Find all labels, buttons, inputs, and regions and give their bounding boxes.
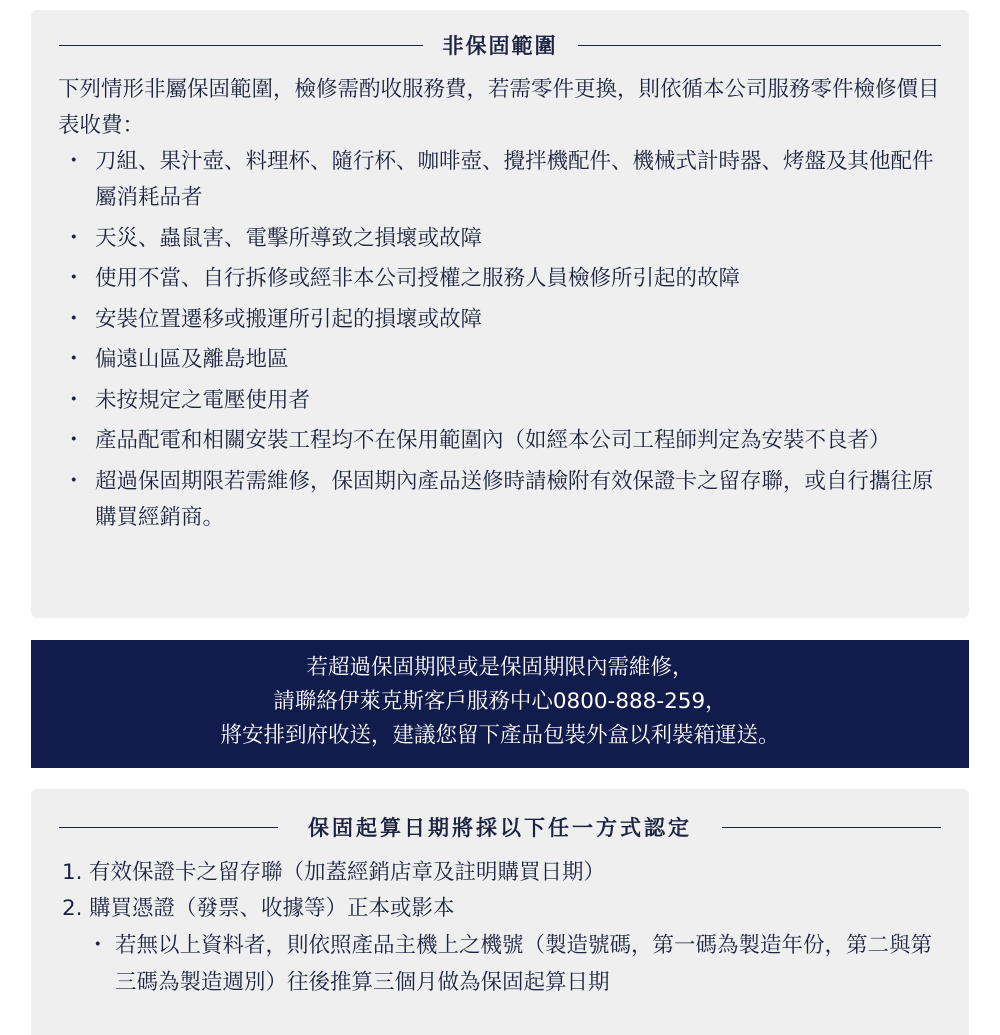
- section-title-non-warranty: 非保固範圍: [442, 34, 558, 58]
- list-item: ・ 使用不當、自行拆修或經非本公司授權之服務人員檢修所引起的故障: [58, 261, 948, 297]
- bullet-icon: ・: [63, 225, 85, 251]
- heading-rule-left: [59, 45, 423, 46]
- list-item: ・ 產品配電和相關安裝工程均不在保用範圍內（如經本公司工程師判定為安裝不良者）: [58, 423, 948, 459]
- list-item: ・ 天災、蟲鼠害、電擊所導致之損壞或故障: [58, 221, 948, 257]
- bullet-icon: ・: [63, 468, 85, 494]
- banner-line-hotline: 請聯絡伊萊克斯客戶服務中心0800-888-259，: [273, 689, 727, 714]
- fallback-note-text: 若無以上資料者，則依照產品主機上之機號（製造號碼，第一碼為製造年份，第二與第三碼為製造週別）往後推算三個月做為保固起算日期: [115, 933, 933, 995]
- section-heading-row: [59, 30, 941, 60]
- bullet-icon: ・: [63, 306, 85, 332]
- non-warranty-card: [31, 10, 969, 618]
- list-item: ・ 偏遠山區及離島地區: [58, 342, 948, 378]
- list-item: 2. 購買憑證（發票、收據等）正本或影本: [62, 891, 942, 927]
- list-item: ・ 安裝位置遷移或搬運所引起的損壞或故障: [58, 302, 948, 338]
- list-item: ・ 超過保固期限若需維修，保固期內產品送修時請檢附有效保證卡之留存聯，或自行攜往原購買經銷商。: [58, 464, 948, 536]
- bullet-icon: ・: [63, 266, 85, 291]
- banner-line: 將安排到府收送，建議您留下產品包裝外盒以利裝箱運送。: [220, 723, 780, 748]
- section-title-warranty-start: 保固起算日期將採以下任一方式認定: [308, 816, 692, 840]
- fallback-note: [87, 927, 947, 1001]
- list-item: ・ 刀組、果汁壺、料理杯、隨行杯、咖啡壺、攪拌機配件、機械式計時器、烤盤及其他配件屬消耗品者: [58, 144, 948, 216]
- heading-rule-right: [722, 827, 941, 828]
- intro-paragraph: 下列情形非屬保固範圍，檢修需酌收服務費，若需零件更換，則依循本公司服務零件檢修價目表收費：: [58, 77, 940, 138]
- list-item: 1. 有效保證卡之留存聯（加蓋經銷店章及註明購買日期）: [62, 855, 942, 891]
- service-contact-banner: [31, 640, 969, 768]
- bullet-icon: ・: [63, 387, 85, 413]
- heading-rule-left: [59, 827, 278, 828]
- bullet-icon: ・: [63, 428, 85, 453]
- exclusion-list: [58, 144, 948, 540]
- section-heading-row: [59, 812, 941, 842]
- start-date-criteria-list: [62, 855, 942, 927]
- banner-line: 若超過保固期限或是保固期限內需維修，: [306, 655, 694, 680]
- item-number: 1.: [62, 860, 83, 885]
- list-item: ・ 未按規定之電壓使用者: [58, 383, 948, 419]
- warranty-start-card: [31, 789, 969, 1035]
- bullet-icon: ・: [63, 347, 85, 372]
- item-number: 2.: [62, 896, 83, 921]
- bullet-icon: ・: [63, 149, 85, 174]
- bullet-icon: ・: [87, 933, 109, 958]
- heading-rule-right: [578, 45, 942, 46]
